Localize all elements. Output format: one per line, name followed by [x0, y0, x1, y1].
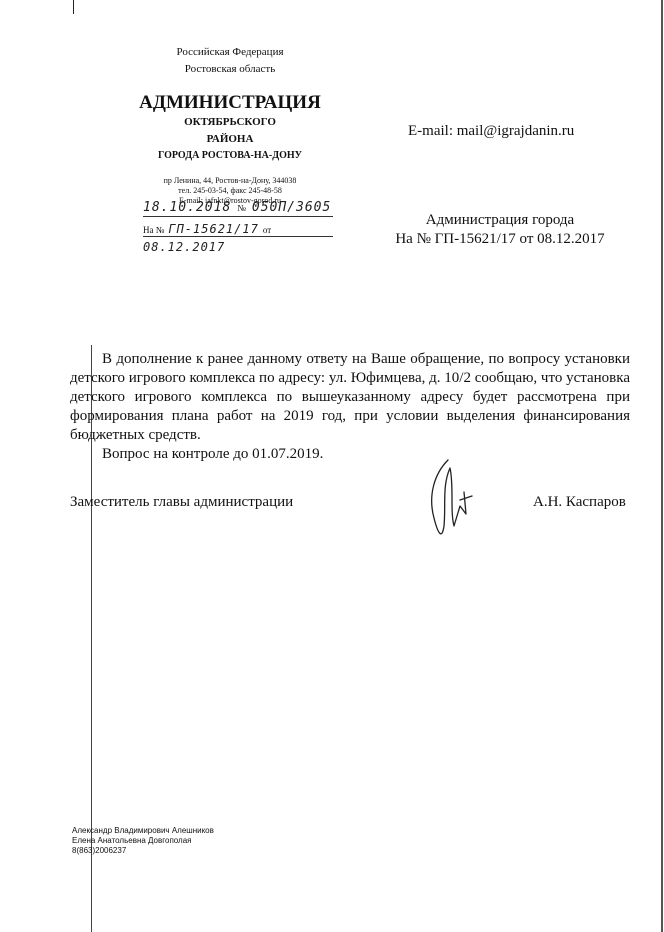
ref-date: 08.12.2017 [143, 240, 226, 254]
org-title: АДМИНИСТРАЦИЯ [139, 92, 321, 113]
recipient-email: E-mail: mail@igrajdanin.ru [408, 123, 575, 139]
recipient-to: Администрация города [425, 212, 575, 228]
org-line2: ОКТЯБРЬСКОГО [184, 116, 276, 128]
outgoing-row [143, 198, 333, 217]
ref-prefix: На № [143, 225, 165, 235]
handwritten-signature [420, 456, 480, 546]
signatory-name: А.Н. Каспаров [533, 494, 626, 510]
country-line: Российская Федерация [176, 46, 284, 58]
phone-line: тел. 245-03-54, факс 245-48-58 [178, 186, 282, 195]
executors-block [72, 826, 214, 856]
body-paragraph-1: В дополнение к ранее данному ответу на Ваше обращение, по вопросу установки детского игрового комплекса по адресу: ул. Юфимцева, д. 10/2 сообщаю, что установка детского игрового комплекса по вышеуказанному адресу будет рассмотрена при формирования плана работ на 2019 год, при условии выделения финансирования бюджетных средств. [70, 351, 630, 443]
outgoing-num-prefix: № [237, 203, 246, 213]
executor-phone: 8(863)2006237 [72, 846, 127, 855]
scan-line-top [73, 0, 74, 14]
letter-body [70, 350, 630, 464]
letterhead [120, 44, 340, 206]
reference-row [143, 220, 333, 254]
ref-number: ГП-15621/17 [168, 222, 259, 236]
outgoing-date: 18.10.2018 [143, 200, 232, 215]
executor-1: Александр Владимирович Алешников [72, 826, 214, 835]
org-line4: ГОРОДА РОСТОВА-НА-ДОНУ [157, 150, 302, 161]
address-line: пр Ленина, 44, Ростов-на-Дону, 344038 [163, 176, 297, 185]
region-line: Ростовская область [184, 63, 276, 75]
outgoing-number: 050П/3605 [251, 200, 332, 215]
recipient-ref: На № ГП-15621/17 от 08.12.2017 [395, 231, 605, 247]
ref-from: от [262, 225, 272, 235]
scan-line-right [661, 0, 663, 932]
org-line3: РАЙОНА [206, 133, 254, 145]
signatory-position: Заместитель главы администрации [70, 494, 294, 510]
executor-2: Елена Анатольевна Довгополая [72, 836, 192, 845]
body-paragraph-2: Вопрос на контроле до 01.07.2019. [102, 446, 324, 462]
email-line: E-mail: iafnkt@rostov-gorod.ru [178, 196, 281, 205]
